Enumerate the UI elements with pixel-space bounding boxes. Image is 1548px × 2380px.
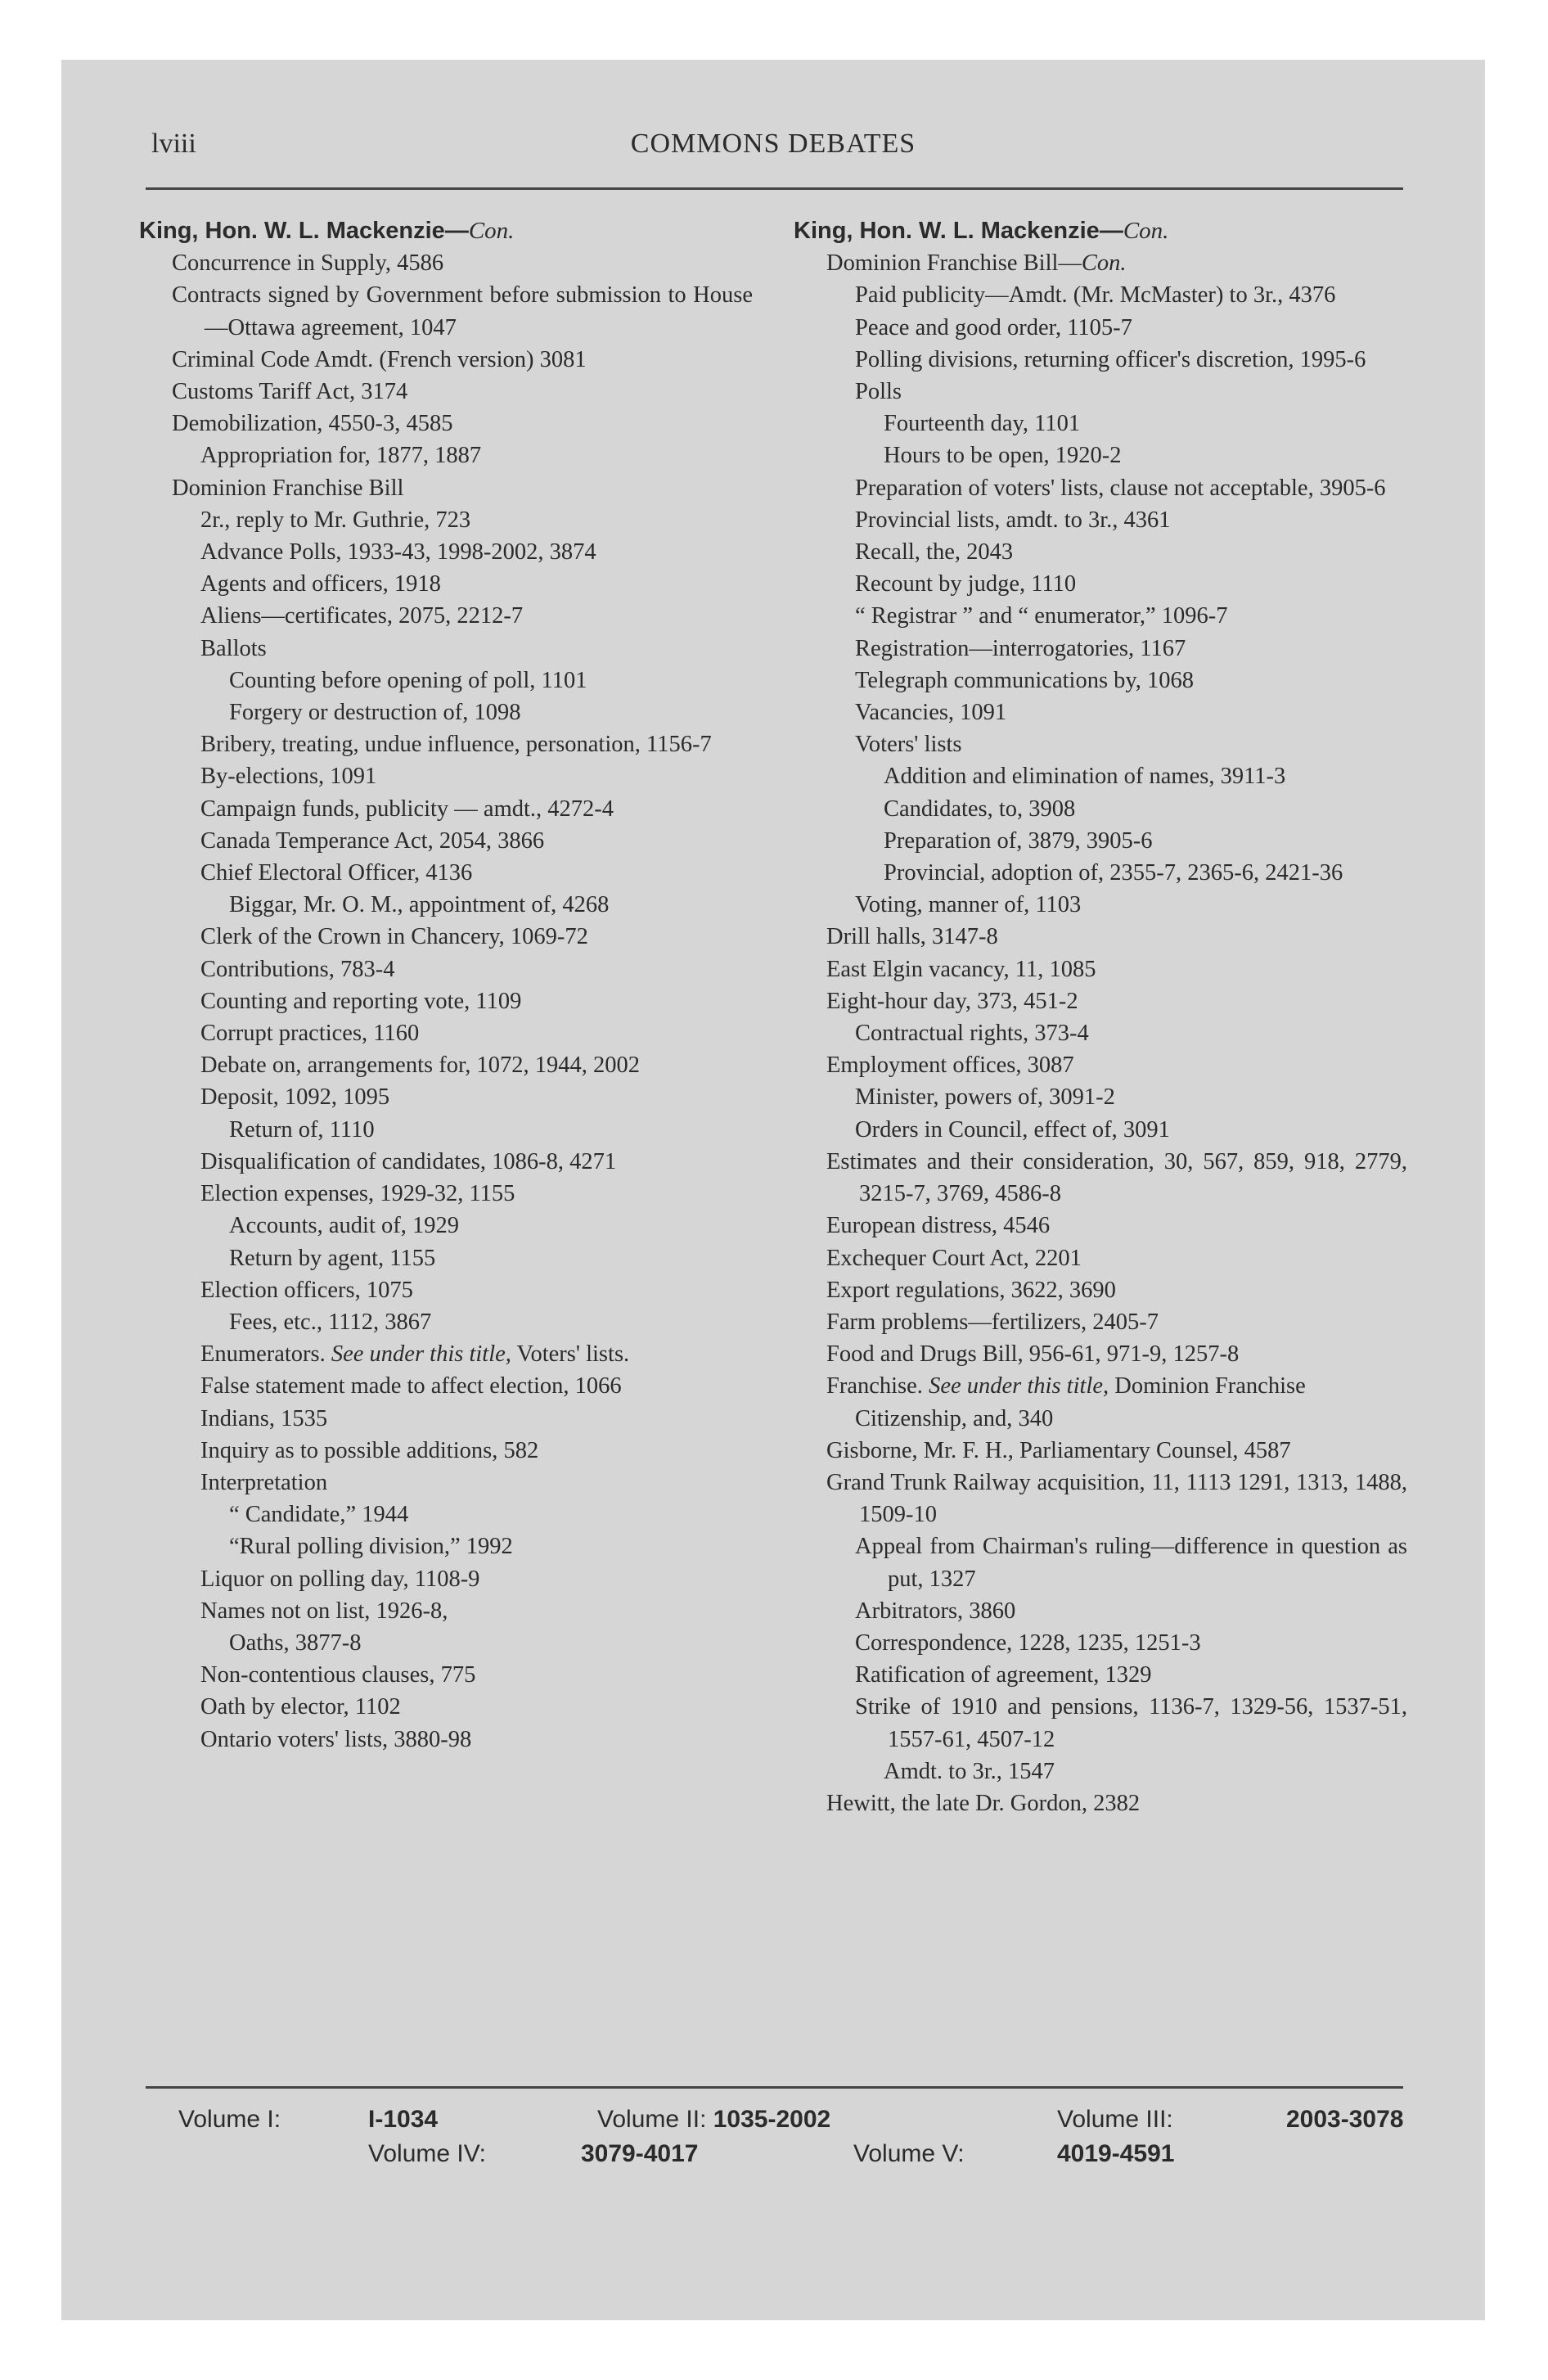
entry-text: Criminal Code Amdt. (French version) 3081	[172, 346, 587, 372]
entry-text: Return of, 1110	[229, 1116, 375, 1143]
index-entry	[139, 1659, 753, 1691]
entry-text: Contributions, 783-4	[200, 956, 395, 982]
index-entry	[139, 1530, 753, 1562]
entry-text: Clerk of the Crown in Chancery, 1069-72	[200, 924, 588, 950]
index-entry	[794, 1627, 1407, 1659]
entry-text: Customs Tariff Act, 3174	[172, 379, 408, 405]
index-entry	[139, 439, 753, 471]
entry-text: By-elections, 1091	[200, 764, 377, 790]
index-entry	[139, 921, 753, 953]
index-entry	[794, 633, 1407, 665]
volume-4	[368, 2140, 486, 2168]
entry-text: Provincial lists, amdt. to 3r., 4361	[855, 507, 1171, 533]
entry-text: Concurrence in Supply, 4586	[172, 250, 444, 277]
index-entry	[139, 953, 753, 985]
entry-text: Recall, the, 2043	[855, 539, 1014, 566]
index-entry	[794, 985, 1407, 1017]
entry-text: Liquor on polling day, 1108-9	[200, 1566, 480, 1592]
volume-5-range	[1057, 2140, 1174, 2168]
volume-3-range	[1286, 2106, 1403, 2134]
index-entry	[794, 1370, 1407, 1402]
index-entry	[794, 1081, 1407, 1113]
entry-text: “ Registrar ” and “ enumerator,” 1096-7	[855, 603, 1228, 629]
footer-rule	[146, 2086, 1403, 2089]
entry-text: Counting before opening of poll, 1101	[229, 667, 587, 693]
entry-text: Amdt. to 3r., 1547	[884, 1758, 1055, 1784]
index-entry	[139, 504, 753, 536]
index-entry	[794, 1595, 1407, 1627]
entry-text: East Elgin vacancy, 11, 1085	[826, 956, 1096, 982]
index-entry	[139, 857, 753, 889]
entry-text: “Rural polling division,” 1992	[229, 1534, 513, 1560]
index-entry	[794, 1049, 1407, 1081]
index-entry	[139, 1114, 753, 1146]
volume-range: 1035-2002	[713, 2106, 831, 2133]
entry-text: Strike of 1910 and pensions, 1136-7, 1329-56, 1537-51, 1557-61, 4507-12	[855, 1694, 1407, 1752]
entry-text: Drill halls, 3147-8	[826, 924, 998, 950]
index-entry	[794, 1659, 1407, 1691]
entry-text: Forgery or destruction of, 1098	[229, 700, 521, 726]
entry-text: Vacancies, 1091	[855, 700, 1007, 726]
entry-text: Estimates and their consideration, 30, 567, 859, 918, 2779, 3215-7, 3769, 4586-8	[826, 1148, 1407, 1207]
entry-text: Election officers, 1075	[200, 1277, 413, 1303]
index-entry	[794, 1146, 1407, 1210]
index-entry	[139, 793, 753, 825]
entry-text: Minister, powers of, 3091-2	[855, 1084, 1115, 1111]
entry-text: Voting, manner of, 1103	[855, 892, 1082, 918]
index-entry	[794, 279, 1407, 311]
index-entry	[139, 568, 753, 600]
entry-text: Food and Drugs Bill, 956-61, 971-9, 1257-8	[826, 1341, 1240, 1368]
entry-text: Fourteenth day, 1101	[884, 411, 1081, 437]
index-entry	[794, 665, 1407, 696]
entry-text: Registration—interrogatories, 1167	[855, 635, 1186, 661]
entry-text: Campaign funds, publicity — amdt., 4272-4	[200, 796, 614, 822]
entry-text: Ontario voters' lists, 3880-98	[200, 1726, 472, 1752]
index-entry	[139, 536, 753, 568]
index-entry	[794, 1403, 1407, 1435]
index-entry	[794, 600, 1407, 632]
index-entry	[794, 568, 1407, 600]
entry-text: Accounts, audit of, 1929	[229, 1213, 459, 1239]
index-entry	[139, 1049, 753, 1081]
entry-text: Provincial, adoption of, 2355-7, 2365-6, 2421-36	[884, 860, 1343, 886]
index-entry	[139, 1595, 753, 1627]
entry-text: Enumerators.	[200, 1341, 331, 1368]
index-entry	[794, 1467, 1407, 1530]
entry-text: Demobilization, 4550-3, 4585	[172, 411, 453, 437]
entry-text: Gisborne, Mr. F. H., Parliamentary Counsel, 4587	[826, 1437, 1291, 1463]
entry-text: Appeal from Chairman's ruling—difference in question as put, 1327	[855, 1534, 1407, 1592]
entry-text: Appropriation for, 1877, 1887	[200, 443, 482, 469]
entry-text: Biggar, Mr. O. M., appointment of, 4268	[229, 892, 610, 918]
entry-text: Counting and reporting vote, 1109	[200, 988, 522, 1014]
entry-text: Addition and elimination of names, 3911-3	[884, 764, 1286, 790]
entry-text: Indians, 1535	[200, 1405, 328, 1431]
index-entry	[139, 1017, 753, 1049]
entry-text: Debate on, arrangements for, 1072, 1944, 2002	[200, 1053, 641, 1079]
entry-text: Names not on list, 1926-8,	[200, 1598, 448, 1624]
entry-text: Recount by judge, 1110	[855, 571, 1077, 597]
index-entry	[794, 536, 1407, 568]
index-entry	[139, 1724, 753, 1756]
entry-text: Grand Trunk Railway acquisition, 11, 1113 1291, 1313, 1488, 1509-10	[826, 1469, 1407, 1528]
entry-text: Fees, etc., 1112, 3867	[229, 1309, 432, 1335]
entry-text: Disqualification of candidates, 1086-8, 4271	[200, 1148, 617, 1174]
right-column	[794, 215, 1407, 1819]
index-entry	[794, 921, 1407, 953]
volume-label: Volume II:	[597, 2106, 707, 2133]
running-title: COMMONS DEBATES	[630, 128, 916, 159]
index-entry	[139, 633, 753, 665]
volume-1-range	[368, 2106, 438, 2134]
column-heading	[139, 215, 753, 247]
index-entry	[794, 472, 1407, 504]
index-subheading	[794, 247, 1407, 279]
cross-reference-target: Voters' lists.	[511, 1341, 630, 1368]
entry-text: Hewitt, the late Dr. Gordon, 2382	[826, 1790, 1141, 1816]
heading-continued: Con.	[468, 218, 515, 244]
entry-text: Preparation of voters' lists, clause not acceptable, 3905-6	[855, 475, 1386, 501]
entry-text: Aliens—certificates, 2075, 2212-7	[200, 603, 524, 629]
index-entry	[794, 439, 1407, 471]
heading-name: King, Hon. W. L. Mackenzie—	[139, 218, 469, 244]
index-entry	[794, 408, 1407, 439]
index-entry	[794, 889, 1407, 921]
volume-range: 4019-4591	[1057, 2140, 1175, 2167]
index-entry	[139, 472, 753, 504]
entry-text: Citizenship, and, 340	[855, 1405, 1054, 1431]
index-entry	[794, 504, 1407, 536]
index-entry	[794, 857, 1407, 889]
volume-3	[1057, 2106, 1173, 2134]
volume-label: Volume I:	[178, 2106, 281, 2133]
entry-text: Franchise.	[826, 1373, 929, 1400]
index-entry	[139, 1306, 753, 1338]
entry-text: Dominion Franchise Bill	[172, 475, 404, 501]
index-entry	[794, 825, 1407, 857]
index-entry	[794, 728, 1407, 760]
index-page	[61, 60, 1485, 2320]
entry-text: Polling divisions, returning officer's discretion, 1995-6	[855, 346, 1366, 372]
heading-continued: Con.	[1123, 218, 1169, 244]
index-entry	[139, 1563, 753, 1595]
index-entry	[139, 344, 753, 376]
entry-text: Oath by elector, 1102	[200, 1694, 401, 1720]
index-entry	[794, 1691, 1407, 1755]
entry-text: Telegraph communications by, 1068	[855, 667, 1195, 693]
entry-text: Preparation of, 3879, 3905-6	[884, 827, 1153, 854]
entry-text: Exchequer Court Act, 2201	[826, 1245, 1082, 1271]
index-entry	[794, 953, 1407, 985]
index-entry	[794, 344, 1407, 376]
index-entry	[139, 247, 753, 279]
entry-text: Election expenses, 1929-32, 1155	[200, 1181, 515, 1207]
entry-text: Non-contentious clauses, 775	[200, 1662, 476, 1688]
index-entry	[139, 889, 753, 921]
entry-text: Paid publicity—Amdt. (Mr. McMaster) to 3r., 4376	[855, 282, 1336, 309]
index-entry	[139, 1210, 753, 1242]
entry-text: Farm problems—fertilizers, 2405-7	[826, 1309, 1159, 1335]
page-header	[127, 125, 1420, 166]
entry-text: Advance Polls, 1933-43, 1998-2002, 3874	[200, 539, 596, 566]
index-entry	[139, 1081, 753, 1113]
header-rule	[146, 187, 1403, 190]
cross-reference: See under this title,	[331, 1341, 511, 1368]
entry-text: Correspondence, 1228, 1235, 1251-3	[855, 1629, 1201, 1656]
index-entry	[794, 376, 1407, 408]
index-entry	[794, 1210, 1407, 1242]
index-entry	[139, 760, 753, 792]
volume-4-range	[581, 2140, 698, 2168]
entry-text: Ballots	[200, 635, 267, 661]
volume-range: I-1034	[368, 2106, 439, 2133]
entry-text: Contractual rights, 373-4	[855, 1021, 1089, 1047]
index-entry	[139, 279, 753, 343]
index-entry	[139, 825, 753, 857]
volume-range: 3079-4017	[581, 2140, 699, 2167]
index-entry	[794, 1338, 1407, 1370]
index-entry	[139, 985, 753, 1017]
index-entry	[139, 1499, 753, 1530]
entry-text: Voters' lists	[855, 732, 962, 758]
index-entry	[139, 1274, 753, 1306]
index-entry	[139, 696, 753, 728]
index-entry	[794, 1530, 1407, 1594]
entry-text: False statement made to affect election, 1066	[200, 1373, 622, 1400]
index-entry	[794, 1787, 1407, 1819]
cross-reference-target: Dominion Franchise	[1109, 1373, 1306, 1400]
index-entry	[139, 665, 753, 696]
entry-text: Chief Electoral Officer, 4136	[200, 860, 473, 886]
subheading-name: Dominion Franchise Bill—	[826, 250, 1082, 277]
entry-text: Ratification of agreement, 1329	[855, 1662, 1152, 1688]
subheading-continued: Con.	[1081, 250, 1127, 277]
entry-text: Interpretation	[200, 1469, 328, 1495]
index-entry	[139, 1146, 753, 1178]
index-entry	[794, 760, 1407, 792]
index-entry	[794, 1274, 1407, 1306]
index-entry	[794, 793, 1407, 825]
index-entry	[794, 1017, 1407, 1049]
index-entry	[794, 1435, 1407, 1467]
column-heading	[794, 215, 1407, 247]
entry-text: Candidates, to, 3908	[884, 796, 1076, 822]
entry-text: 2r., reply to Mr. Guthrie, 723	[200, 507, 471, 533]
volume-label: Volume V:	[853, 2140, 965, 2167]
index-entry	[139, 376, 753, 408]
volume-label: Volume III:	[1057, 2106, 1173, 2133]
entry-text: Polls	[855, 379, 902, 405]
index-entry	[139, 1691, 753, 1723]
volume-range: 2003-3078	[1286, 2106, 1404, 2133]
entry-text: Oaths, 3877-8	[229, 1629, 362, 1656]
volume-5	[853, 2140, 965, 2168]
index-entry	[139, 408, 753, 439]
entry-text: Employment offices, 3087	[826, 1053, 1074, 1079]
cross-reference: See under this title,	[929, 1373, 1109, 1400]
entry-text: Bribery, treating, undue influence, personation, 1156-7	[200, 732, 712, 758]
entry-text: Arbitrators, 3860	[855, 1598, 1016, 1624]
volume-1	[178, 2106, 281, 2134]
index-entry	[139, 600, 753, 632]
entry-text: Deposit, 1092, 1095	[200, 1084, 390, 1111]
left-column	[139, 215, 753, 1756]
volume-label: Volume IV:	[368, 2140, 486, 2167]
index-entry	[794, 1242, 1407, 1274]
entry-text: “ Candidate,” 1944	[229, 1502, 409, 1528]
index-entry	[139, 1338, 753, 1370]
entry-text: Corrupt practices, 1160	[200, 1021, 420, 1047]
entry-text: Export regulations, 3622, 3690	[826, 1277, 1116, 1303]
entry-text: Hours to be open, 1920-2	[884, 443, 1122, 469]
index-entry	[139, 1242, 753, 1274]
index-entry	[139, 1178, 753, 1210]
entry-text: Canada Temperance Act, 2054, 3866	[200, 827, 545, 854]
entry-text: Eight-hour day, 373, 451-2	[826, 988, 1078, 1014]
index-entry	[139, 1467, 753, 1499]
entry-text: Contracts signed by Government before submission to House—Ottawa agreement, 1047	[172, 282, 753, 340]
entry-text: Inquiry as to possible additions, 582	[200, 1437, 539, 1463]
index-entry	[139, 728, 753, 760]
index-entry	[794, 1306, 1407, 1338]
heading-name: King, Hon. W. L. Mackenzie—	[794, 218, 1123, 244]
entry-text: Return by agent, 1155	[229, 1245, 436, 1271]
index-entry	[794, 1114, 1407, 1146]
index-entry	[794, 1756, 1407, 1787]
entry-text: Agents and officers, 1918	[200, 571, 441, 597]
index-entry	[794, 696, 1407, 728]
entry-text: European distress, 4546	[826, 1213, 1051, 1239]
index-entry	[794, 312, 1407, 344]
volume-2	[597, 2106, 830, 2134]
index-entry	[139, 1627, 753, 1659]
entry-text: Peace and good order, 1105-7	[855, 314, 1132, 340]
entry-text: Orders in Council, effect of, 3091	[855, 1116, 1170, 1143]
index-entry	[139, 1403, 753, 1435]
index-entry	[139, 1435, 753, 1467]
index-entry	[139, 1370, 753, 1402]
page-folio: lviii	[151, 128, 196, 159]
